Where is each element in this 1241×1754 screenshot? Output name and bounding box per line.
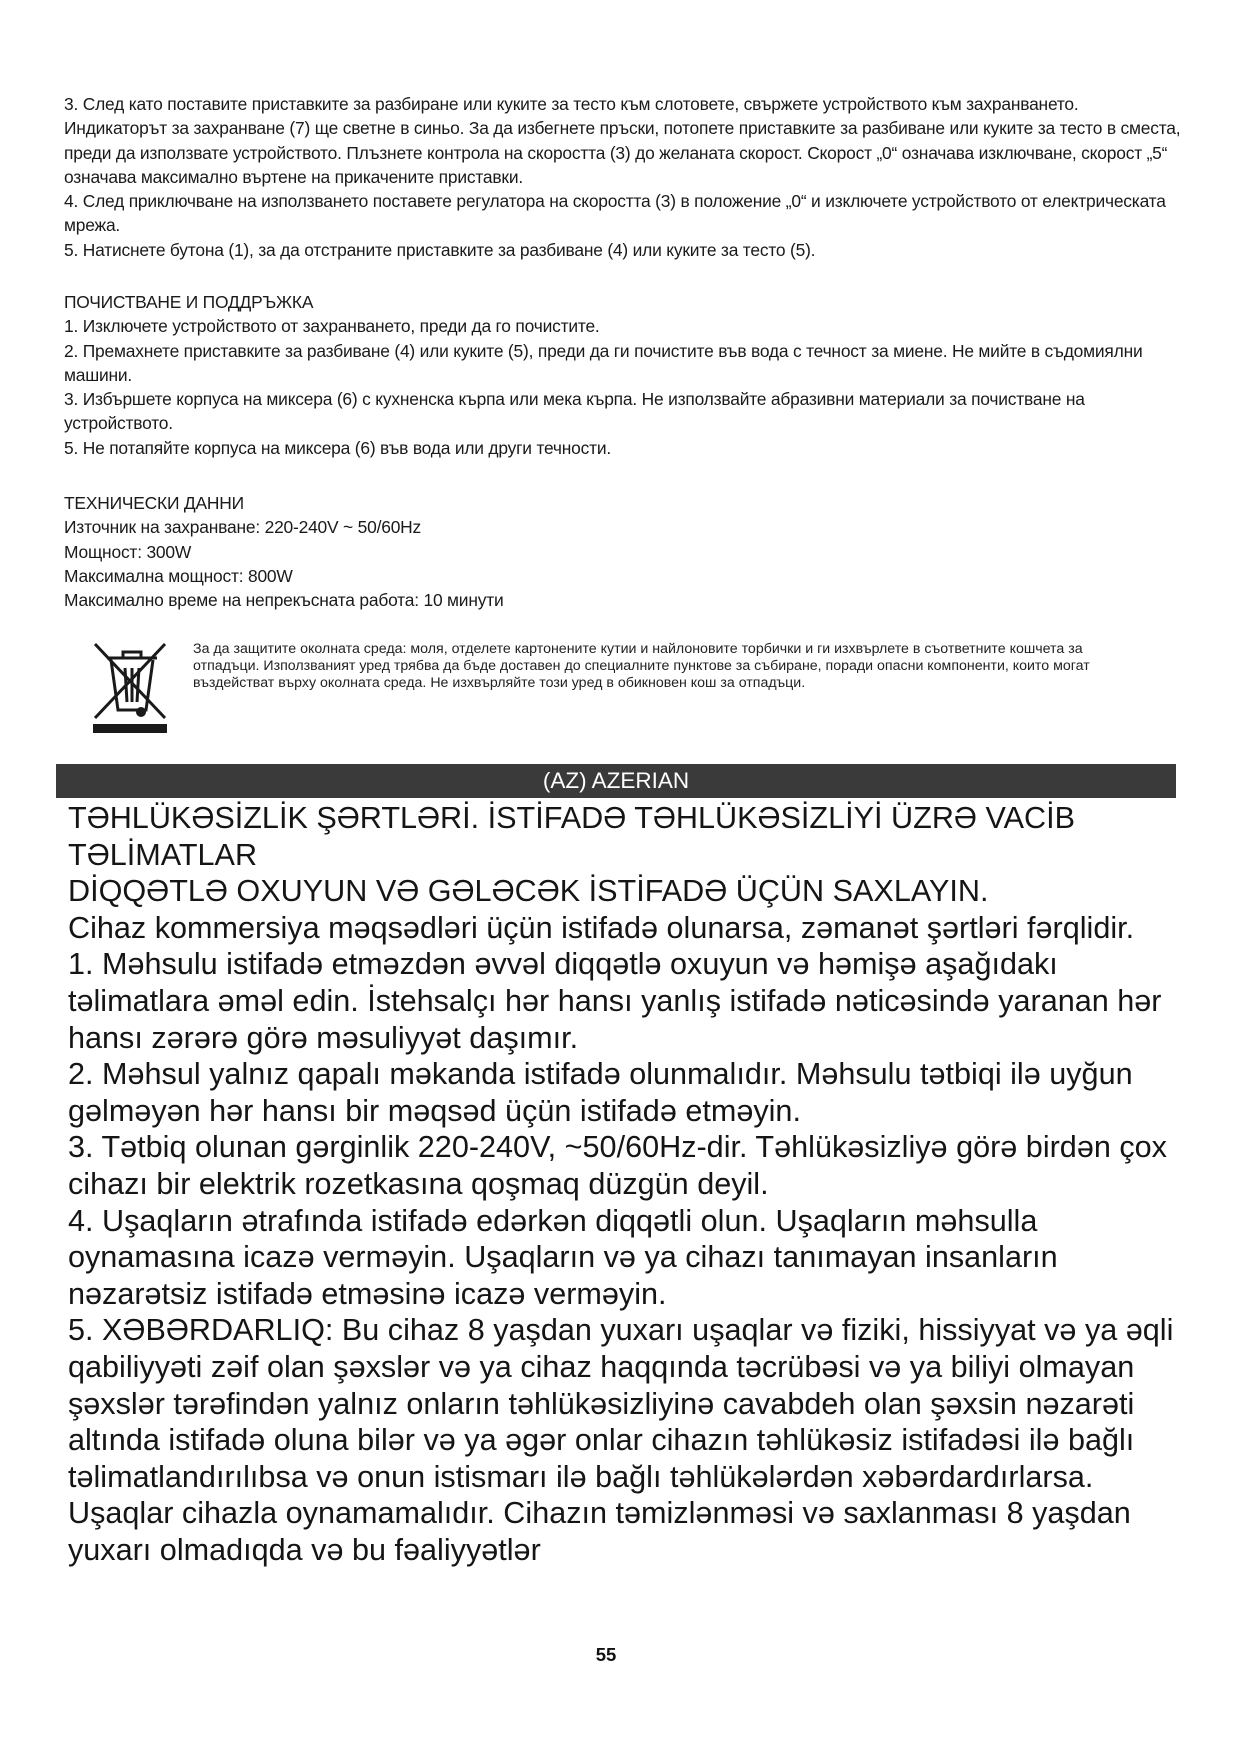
- read-carefully-heading: DİQQƏTLƏ OXUYUN VƏ GƏLƏCƏK İSTİFADƏ ÜÇÜN SAXLAYIN.: [68, 874, 989, 909]
- usage-step-3: 3. След като поставите приставките за разбиране или куките за тесто към слотовете, свържете устройството към захранването. Индикаторът за захранване (7) ще светне в синьо. За да избегнете пръски, потопете приставките за разбиване или куките за тесто в сместа, преди да използвате устройството. Плъзнете контрола на скоростта (3) до желаната скорост. Скорост „0“ означава изключване, скорост „5“ означава максимално въртене на прикачените приставки.: [64, 94, 1181, 187]
- cleaning-section: [64, 290, 1184, 460]
- environment-notice: За да защитите околната среда: моля, отделете картонените кутии и найлоновите торбички и ги изхвърлете в съответните кошчета за отпадъци. Използваният уред трябва да бъде доставен до специалните пунктове за събиране, поради опасни компоненти, които могат въздействат върху околната среда. Не изхвърляйте този уред в обикновен кош за отпадъци.: [193, 641, 1090, 691]
- usage-step-5: 5. Натиснете бутона (1), за да отстраните приставките за разбиване (4) или куките за тесто (5).: [64, 239, 816, 260]
- safety-item-1: 1. Məhsulu istifadə etməzdən əvvəl diqqətlə oxuyun və həmişə aşağıdakı təlimatlara əməl edin. İstehsalçı hər hansı yanlış istifadə nəticəsində yaranan hər hansı zərərə görə məsuliyyət daşımır.: [68, 947, 1162, 1055]
- safety-item-5: 5. XƏBƏRDARLIQ: Bu cihaz 8 yaşdan yuxarı uşaqlar və fiziki, hissiyyat və ya əqli qabiliyyəti zəif olan şəxslər və ya cihaz haqqında təcrübəsi və ya biliyi olmayan şəxslər tərəfindən yalnız onların təhlükəsizliyinə cavabdeh olan şəxsin nəzarəti altında istifadə oluna bilər və ya əgər onlar cihazın təhlükəsiz istifadəsi ilə bağlı təlimatlandırılıbsa və onun istismarı ilə bağlı təhlükələrdən xəbərdardırlarsa. Uşaqlar cihazla oynamamalıdır. Cihazın təmizlənməsi və saxlanması 8 yaşdan yuxarı olmadıqda və bu fəaliyyətlər: [68, 1313, 1174, 1567]
- tech-title: ТЕХНИЧЕСКИ ДАННИ: [64, 493, 244, 513]
- usage-step-4: 4. След приключване на използването поставете регулатора на скоростта (3) в положение „0“ и изключете устройството от електрическата мрежа.: [64, 191, 1166, 236]
- page-number: 55: [595, 1644, 617, 1665]
- cleaning-step-3: 3. Избършете корпуса на миксера (6) с кухненска кърпа или мека кърпа. Не използвайте абразивни материали за почистване на устройството.: [64, 389, 1085, 434]
- tech-power: Мощност: 300W: [64, 541, 192, 562]
- safety-item-3: 3. Tətbiq olunan gərginlik 220-240V, ~50/60Hz-dir. Təhlükəsizliyə görə birdən çox cihazı bir elektrik rozetkasına qoşmaq düzgün deyil.: [68, 1130, 1167, 1201]
- bulgarian-usage-instructions: [64, 92, 1184, 262]
- safety-item-2: 2. Məhsul yalnız qapalı məkanda istifadə olunmalıdır. Məhsulu tətbiqi ilə uyğun gəlməyən hər hansı bir məqsəd üçün istifadə etməyin.: [68, 1057, 1133, 1128]
- tech-power-source: Източник на захранване: 220-240V ~ 50/60Hz: [64, 517, 422, 538]
- crossed-out-bin-icon: [89, 638, 171, 736]
- warranty-note: Cihaz kommersiya məqsədləri üçün istifadə olunarsa, zəmanət şərtləri fərqlidir.: [68, 910, 1135, 945]
- azerbaijani-safety-section: [68, 800, 1178, 1568]
- cleaning-step-2: 2. Премахнете приставките за разбиване (4) или куките (5), преди да ги почистите във вода с течност за миене. Не мийте в съдомиялни машини.: [64, 340, 1143, 385]
- technical-data-section: [64, 491, 1184, 612]
- cleaning-step-5: 5. Не потапяйте корпуса на миксера (6) във вода или други течности.: [64, 437, 612, 458]
- language-section-band: (AZ) AZERIAN: [56, 764, 1176, 798]
- tech-max-power: Максимална мощност: 800W: [64, 565, 293, 586]
- safety-item-4: 4. Uşaqların ətrafında istifadə edərkən diqqətli olun. Uşaqların məhsulla oynamasına icazə verməyin. Uşaqların və ya cihazı tanımayan insanların nəzarətsiz istifadə etməsinə icazə verməyin.: [68, 1203, 1058, 1311]
- cleaning-step-1: 1. Изключете устройството от захранването, преди да го почистите.: [64, 316, 600, 337]
- cleaning-title: ПОЧИСТВАНЕ И ПОДДРЪЖКА: [64, 292, 314, 312]
- safety-heading: TƏHLÜKƏSİZLİK ŞƏRTLƏRİ. İSTİFADƏ TƏHLÜKƏSİZLİYİ ÜZRƏ VACİB TƏLİMATLAR: [68, 801, 1075, 872]
- tech-max-runtime: Максимално време на непрекъсната работа: 10 минути: [64, 590, 504, 611]
